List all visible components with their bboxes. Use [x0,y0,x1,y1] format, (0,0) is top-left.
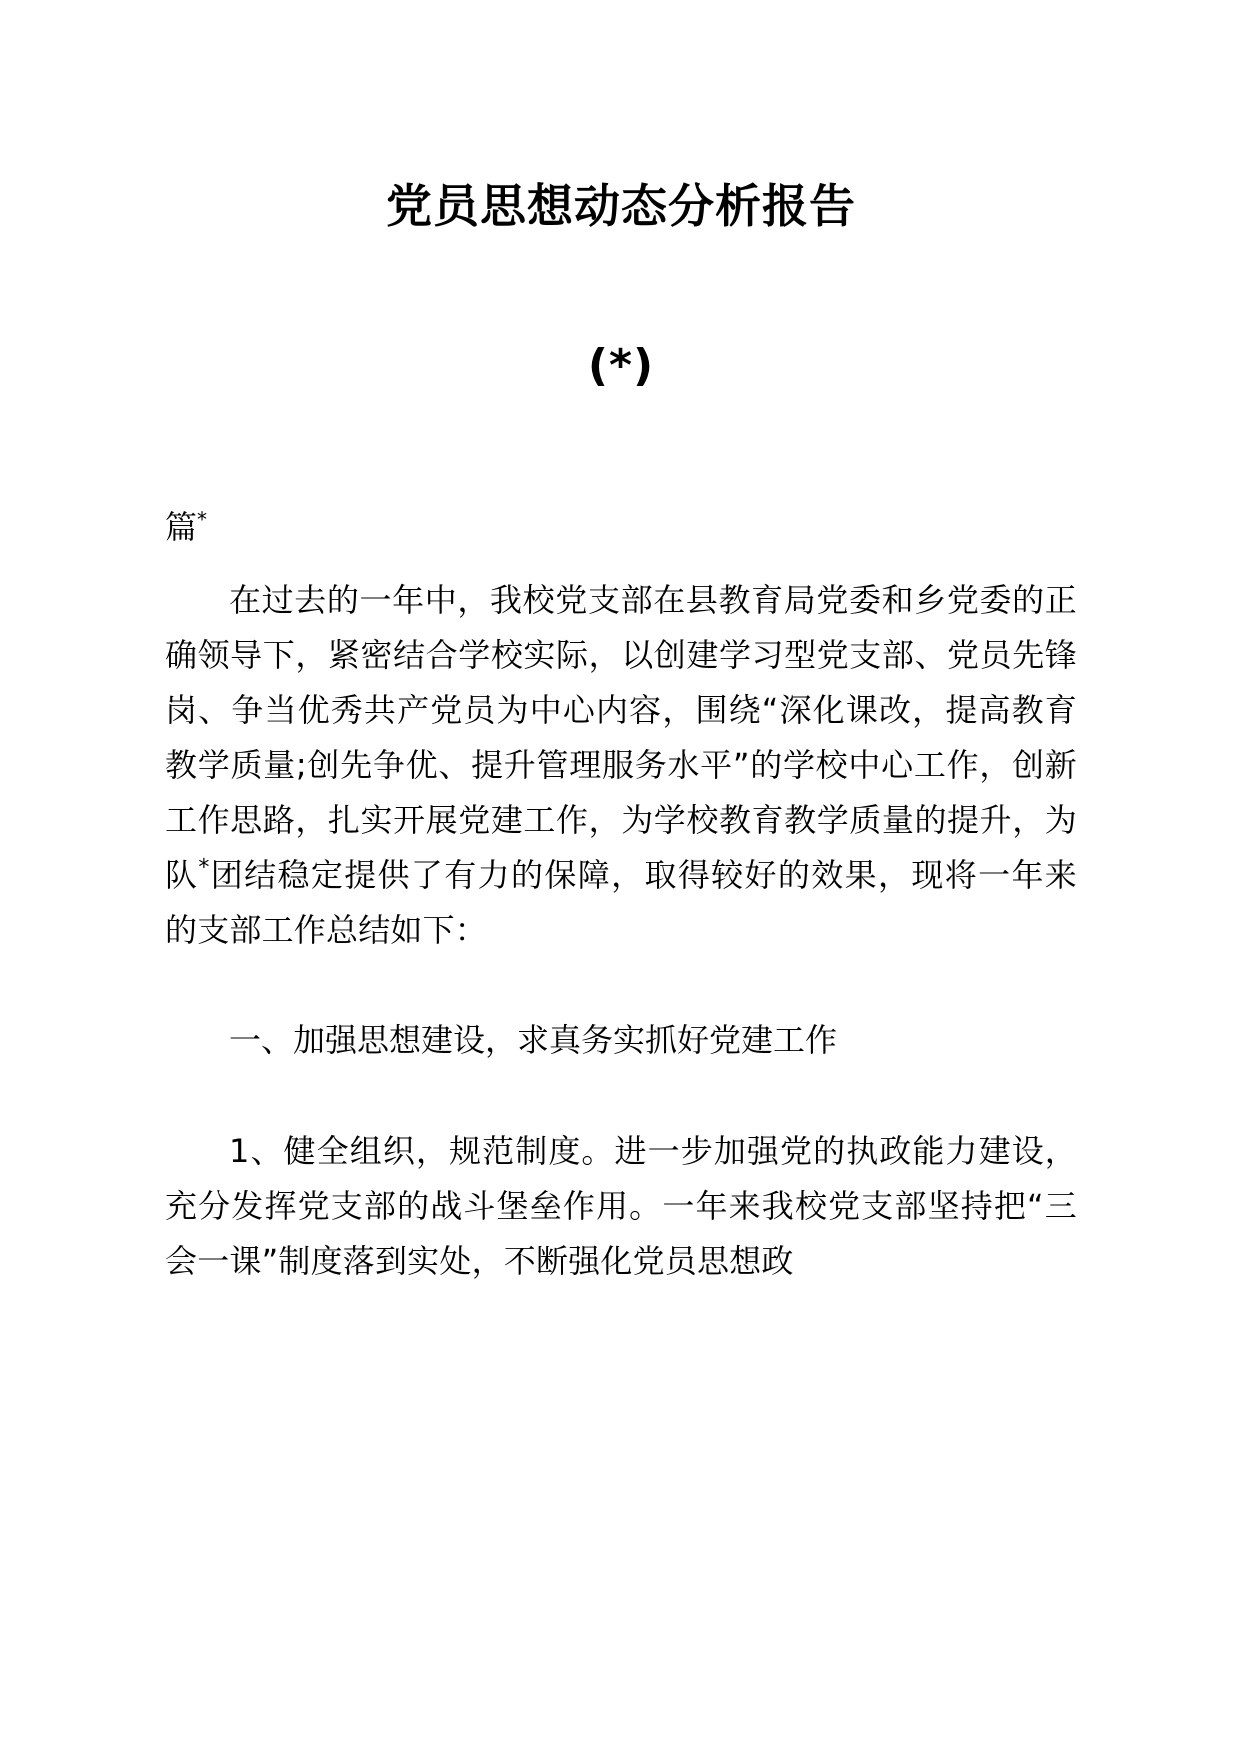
section-label-text: 篇 [165,508,198,547]
document-subtitle-text: (*) [587,339,655,391]
document-subtitle [165,236,1077,393]
section-label-line [165,500,1077,555]
spacer-after-section-label [165,555,1077,573]
paragraph-item-1: 1、健全组织，规范制度。进一步加强党的执政能力建设，充分发挥党支部的战斗堡垒作用。一年来我校党支部坚持把“三会一课”制度落到实处，不断强化党员思想政 [165,1132,1077,1281]
paragraph-intro [165,573,1077,958]
section-heading-1: 一、加强思想建设，求真务实抓好党建工作 [229,1021,838,1060]
page-title-text: 党员思想动态分析报告 [386,179,856,233]
spacer-before-item-1 [165,1068,1077,1124]
document-content-column [165,0,1077,1289]
paragraph-intro-part-b: 团结稳定提供了有力的保障，取得较好的效果，现将一年来的支部工作总结如下： [165,856,1078,950]
spacer-before-heading [165,958,1077,1013]
document-body [165,392,1077,1289]
section-label-asterisk: * [197,507,208,532]
page-title [165,0,1077,236]
paragraph-intro-asterisk: * [198,855,210,881]
paragraph-intro-part-a: 在过去的一年中，我校党支部在县教育局党委和乡党委的正确领导下，紧密结合学校实际，以创建学习型党支部、党员先锋岗、争当优秀共产党员为中心内容，围绕“深化课改，提高教育教学质量;创先争优、提升管理服务水平”的学校中心工作，创新工作思路，扎实开展党建工作，为学校教育教学质量的提升，为队 [165,581,1077,895]
